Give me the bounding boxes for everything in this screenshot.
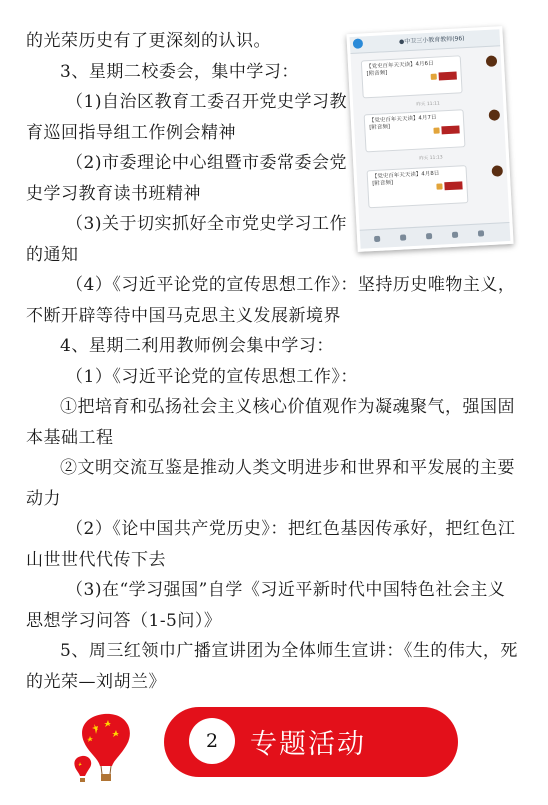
text-line: 思想学习问答（1-5问）》 [26,610,222,631]
text-line: （4）《习近平论党的宣传思想工作》：坚持历史唯物主义， [66,275,516,295]
audio-icon [436,183,442,189]
text-line: 育巡回指导组工作例会精神 [26,122,236,143]
text-line: 山世世代代传下去 [26,549,166,570]
text-line: （3)在“学习强国”自学《习近平新时代中国特色社会主义 [66,580,506,600]
text-line: 本基础工程 [26,427,114,448]
voice-icon [374,236,380,242]
chat-input-bar [360,222,511,249]
plus-icon [478,230,484,236]
section-number: 2 [189,718,235,764]
avatar [486,55,498,67]
emoji-icon [400,234,406,240]
message-thumbnail [441,125,459,134]
message-thumbnail [444,181,462,190]
message-time: 昨天 11:13 [419,155,443,162]
message-time: 昨天 11:11 [416,101,441,108]
text-line: （1)自治区教育工委召开党史学习教 [66,92,347,112]
back-icon [353,38,364,49]
text-line: 的通知 [26,244,79,265]
message-thumbnail [439,72,457,81]
message-text: 【党史百年天天读】4月7日 [附音频] [368,114,437,132]
chat-screenshot-photo [346,26,513,252]
text-line: 4、星期二利用教师例会集中学习： [60,336,334,356]
avatar [489,109,501,121]
text-line: 的光荣—刘胡兰》 [26,671,166,692]
chat-message [361,55,463,98]
text-line: 不断开辟等待中国马克思主义发展新境界 [26,305,341,326]
chat-title: ●中卫三小教育教师(96) [398,35,465,46]
message-text: 【党史百年天天读】4月8日 [附音频] [371,170,440,188]
text-line: ②文明交流互鉴是推动人类文明进步和世界和平发展的主要 [60,458,515,478]
text-line: （2）《论中国共产党历史》：把红色基因传承好，把红色江 [66,519,516,539]
avatar [491,165,503,177]
text-line: （2)市委理论中心组暨市委常委会党 [66,153,347,173]
chat-message [367,165,469,208]
audio-icon [431,74,437,80]
message-text: 【党史百年天天读】4月6日 [附音频] [366,60,434,78]
text-line: 的光荣历史有了更深刻的认识。 [26,31,271,51]
text-line: 3、星期二校委会，集中学习： [60,61,299,82]
chat-message [364,109,466,152]
section-title: 专题活动 [250,729,366,760]
text-line: ①把培育和弘扬社会主义核心价值观作为凝魂聚气，强国固 [60,397,515,417]
text-line: 动力 [26,488,61,509]
text-line: （3)关于切实抓好全市党史学习工作 [66,214,347,234]
hot-air-balloon-icon [64,708,174,793]
audio-icon [433,127,439,133]
text-line: 史学习教育读书班精神 [26,183,201,204]
chat-header [350,29,501,54]
image-icon [426,233,432,239]
text-line: （1）《习近平论党的宣传思想工作》： [66,366,358,387]
camera-icon [452,232,458,238]
text-line: 5、周三红领巾广播宣讲团为全体师生宣讲：《生的伟大，死 [60,641,518,661]
